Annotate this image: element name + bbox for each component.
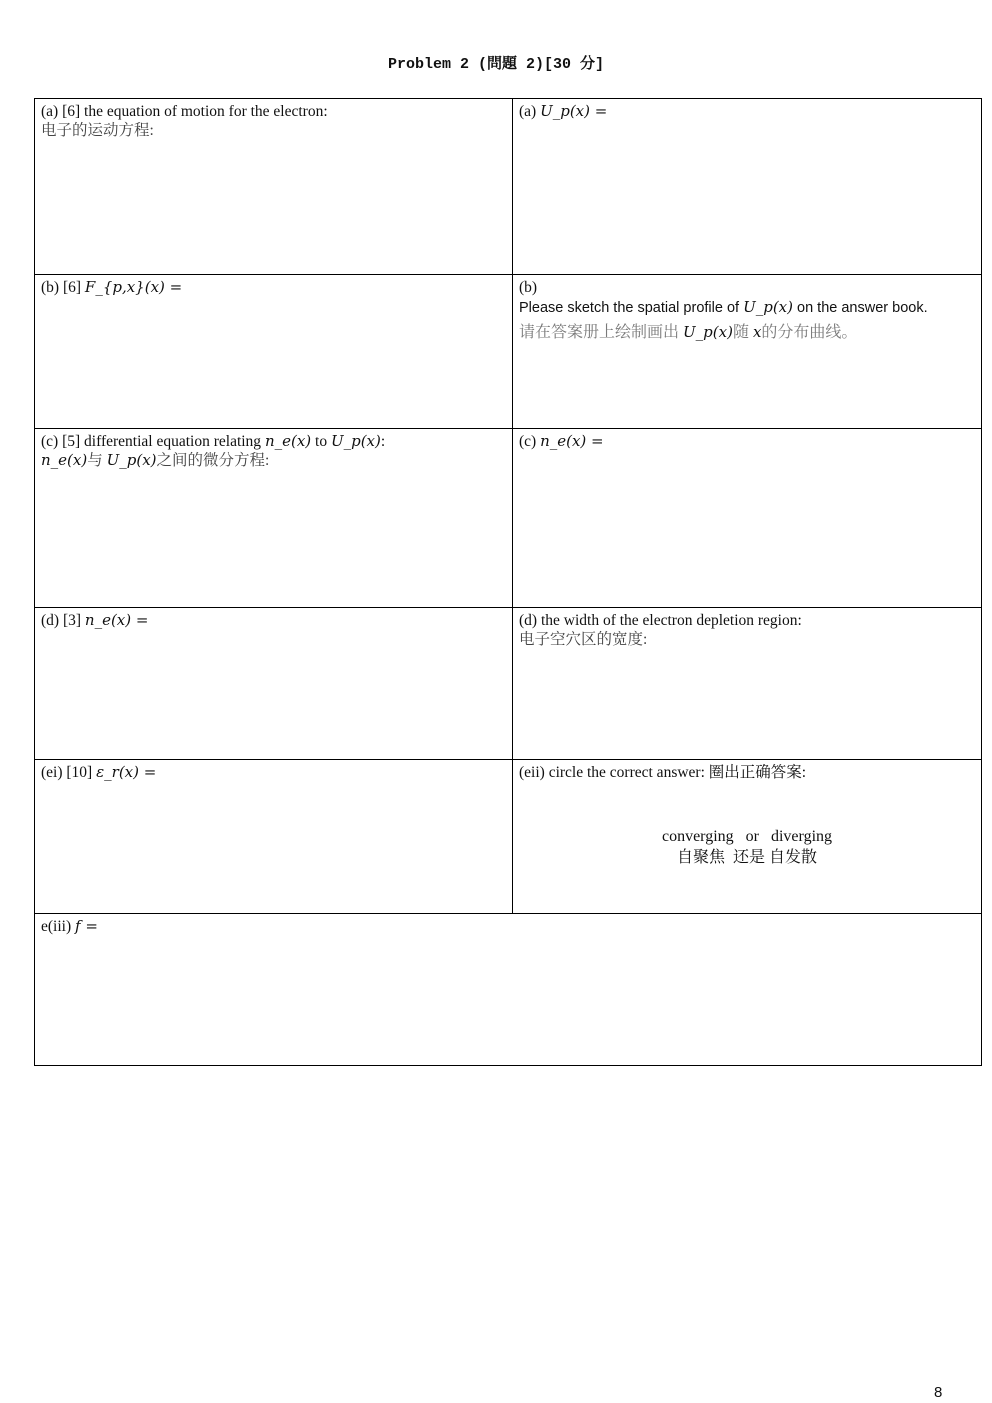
cell-label: (eii) circle the correct answer: 圈出正确答案: [519,764,807,781]
cell-label: (a) [6] the equation of motion for the electron: [41,103,328,120]
cell-label-cn: 电子空穴区的宽度: [519,631,648,648]
cell-label-cn: 电子的运动方程: [41,122,154,139]
answer-cell-b-right[interactable] [513,275,981,429]
answer-cell-ei-left[interactable] [35,760,513,914]
answer-cell-d-left[interactable] [35,608,513,760]
answer-cell-a-right[interactable] [513,99,981,275]
option-text-cn[interactable]: 自聚焦 还是 自发散 [676,849,817,866]
cell-label: e(iii) [41,918,75,935]
math-expression: ε_r(x) = [96,763,157,781]
cell-label: (d) the width of the electron depletion region: [519,612,802,629]
text-segment: on the answer book. [793,300,928,316]
math-expression: U_p(x) [683,323,733,341]
sketch-instruction-cn [519,323,975,342]
page-number: 8 [934,1384,943,1401]
text-segment: 的分布曲线。 [761,324,858,341]
answer-options [519,826,975,868]
text-segment: 与 [87,452,107,469]
answer-cell-eii-right[interactable] [513,760,981,914]
answer-cell-c-right[interactable] [513,429,981,608]
math-expression: n_e(x) = [540,432,604,450]
math-expression: F_{p,x}(x) = [84,278,183,296]
cell-label: (ei) [10] [41,764,97,781]
text-segment: Please sketch the spatial profile of [519,300,744,316]
math-expression: U_p(x) [330,432,381,450]
option-text-en[interactable]: converging or diverging [661,828,833,845]
sketch-instruction-en [519,298,975,318]
answer-cell-a-left[interactable] [35,99,513,275]
answer-cell-d-right[interactable] [513,608,981,760]
text-segment: (c) [5] differential equation relating [41,433,265,450]
math-expression: f = [75,917,98,935]
answer-cell-eiii[interactable] [35,914,981,1065]
text-segment: 请在答案册上绘制画出 [519,324,684,341]
cell-label: (c) [519,433,541,450]
cell-label: (d) [3] [41,612,85,629]
math-expression: U_p(x) = [540,102,608,120]
math-expression: x [752,323,762,341]
cell-label-cn [41,451,506,470]
text-segment: : [380,433,386,450]
cell-label: (b) [6] [41,279,85,296]
cell-label: (b) [519,279,538,296]
math-expression: n_e(x) [41,451,88,469]
cell-label: (a) [519,103,541,120]
text-segment: 之间的微分方程: [156,452,270,469]
text-segment: 随 [732,324,753,341]
math-expression: n_e(x) [264,432,312,450]
answer-cell-b-left[interactable] [35,275,513,429]
math-expression: n_e(x) = [84,611,149,629]
text-segment: to [311,433,331,450]
math-expression: U_p(x) [106,451,157,469]
answer-cell-c-left[interactable] [35,429,513,608]
answer-sheet-table [34,98,982,1066]
page-title: Problem 2 (問題 2)[30 分] [387,56,605,73]
cell-label [41,432,506,451]
math-expression: U_p(x) [743,298,793,316]
